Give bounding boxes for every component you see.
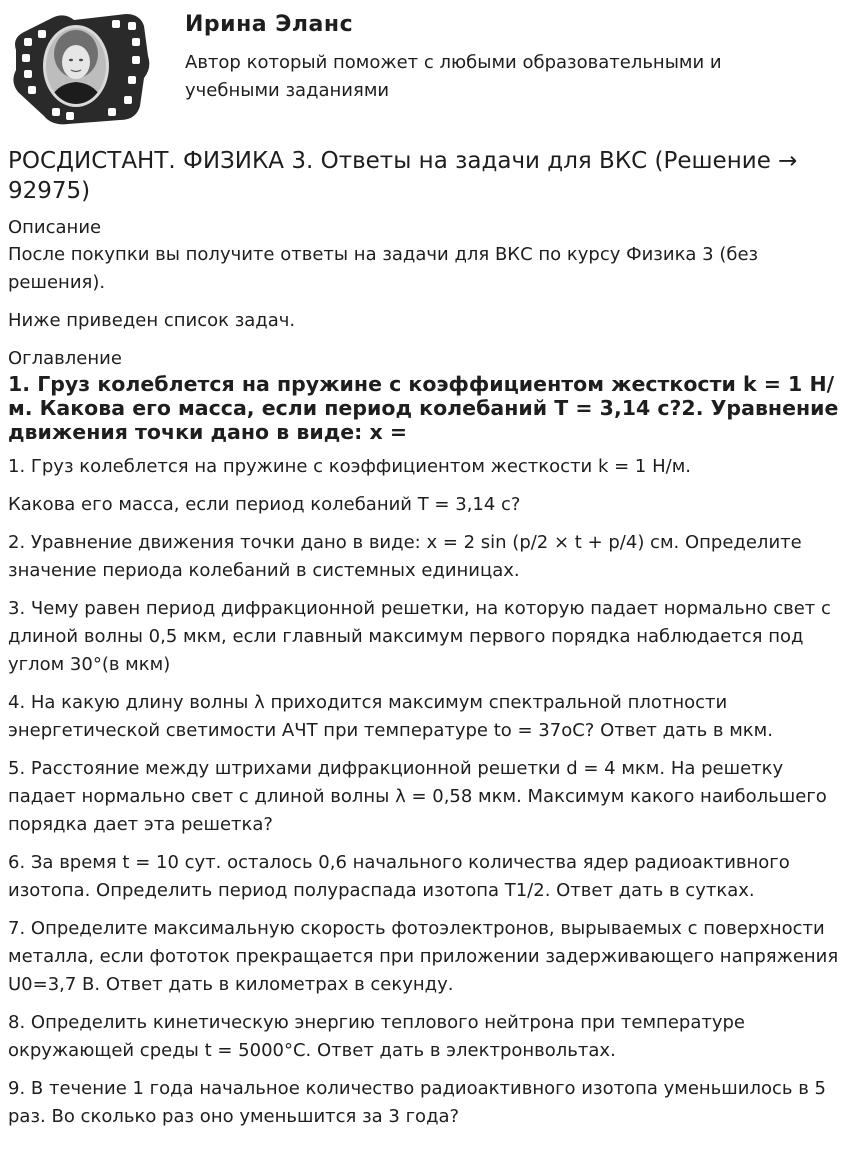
task-item: 6. За время t = 10 сут. осталось 0,6 начального количества ядер радиоактивного изотопа. Определить период полураспада изотопа T1/2. Ответ дать в сутках. [8,852,790,901]
task-item: 2. Уравнение движения точки дано в виде: x = 2 sin (p/2 × t + p/4) см. Определите значение периода колебаний в системных единицах. [8,532,802,581]
task-list [8,453,840,1131]
task-item: 8. Определить кинетическую энергию теплового нейтрона при температуре окружающей среды t = 5000°С. Ответ дать в электронвольтах. [8,1012,745,1061]
page-title: РОСДИСТАНТ. ФИЗИКА 3. Ответы на задачи для ВКС (Решение → 92975) [8,148,798,204]
task-item: 9. В течение 1 года начальное количество радиоактивного изотопа уменьшилось в 5 раз. Во сколько раз оно уменьшится за 3 года? [8,1078,826,1127]
task-item: 3. Чему равен период дифракционной решетки, на которую падает нормально свет с длиной волны 0,5 мкм, если главный максимум первого порядка наблюдается под углом 30°(в мкм) [8,598,831,675]
description-label: Описание [8,217,102,238]
author-header [0,0,847,130]
film-frame-avatar-image [8,8,150,126]
main-content [8,146,840,1131]
toc-heading[interactable]: 1. Груз колеблется на пружине с коэффициентом жесткости k = 1 Н/м. Какова его масса, если период колебаний T = 3,14 с?2. Уравнение движения точки дано в виде: x = [8,372,839,444]
author-name[interactable]: Ирина Эланс [185,12,354,37]
task-item: 4. На какую длину волны λ приходится максимум спектральной плотности энергетической светимости АЧТ при температуре to = 37оС? Ответ дать в мкм. [8,692,773,741]
task-item: 7. Определите максимальную скорость фотоэлектронов, вырываемых с поверхности металла, если фототок прекращается при приложении задерживающего напряжения U0=3,7 В. Ответ дать в километрах в секунду. [8,918,839,995]
task-item: 5. Расстояние между штрихами дифракционной решетки d = 4 мкм. На решетку падает нормально свет с длиной волны λ = 0,58 мкм. Максимум какого наибольшего порядка дает эта решетка? [8,758,827,835]
description-text: После покупки вы получите ответы на задачи для ВКС по курсу Физика 3 (без решения). [8,244,759,293]
task-list-intro: Ниже приведен список задач. [8,310,296,331]
author-avatar[interactable] [8,8,150,126]
task-item: Какова его масса, если период колебаний T = 3,14 с? [8,494,521,515]
toc-label: Оглавление [8,348,122,369]
task-item: 1. Груз колеблется на пружине с коэффициентом жесткости k = 1 Н/м. [8,456,691,477]
author-description: Автор который поможет с любыми образовательными и учебными заданиями [185,52,722,101]
